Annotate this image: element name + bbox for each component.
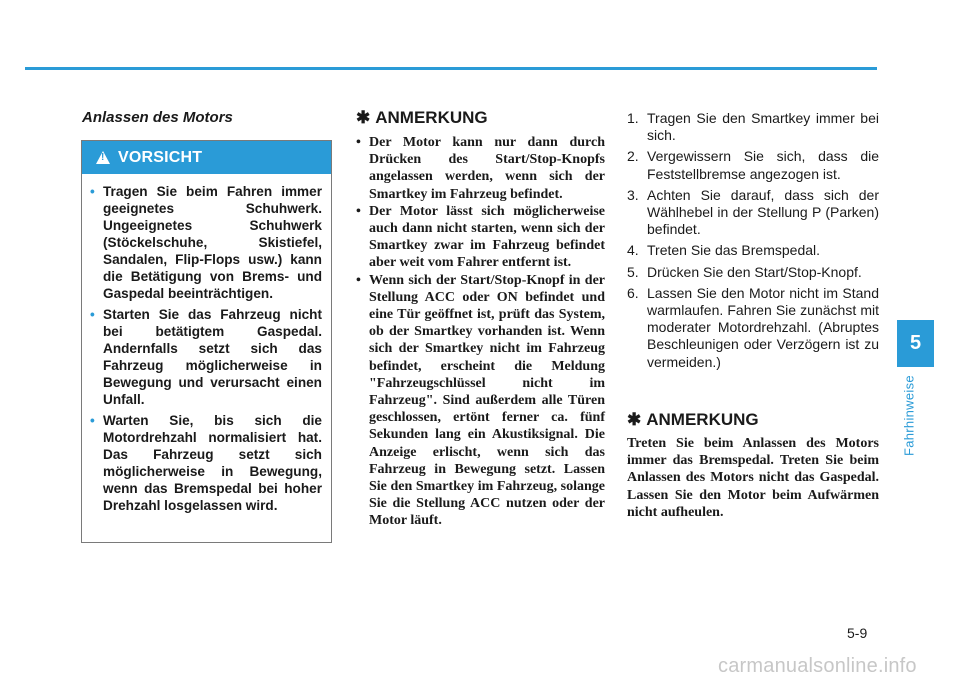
note-item: • Der Motor kann nur dann durch Drücken des Start/Stop-Knopfs angelassen werden, wenn sich der Smartkey im Fahrzeug befindet. <box>356 134 605 203</box>
step-number: 2. <box>627 148 639 165</box>
step-number: 5. <box>627 263 639 280</box>
step-number: 3. <box>627 186 639 203</box>
step-item <box>627 148 879 182</box>
page-number: 5-9 <box>847 625 868 641</box>
caution-header <box>82 141 331 174</box>
star-icon: ✱ <box>627 410 642 429</box>
top-rule <box>25 67 877 70</box>
watermark: carmanualsonline.info <box>718 655 917 677</box>
step-text: Treten Sie das Bremspedal. <box>647 242 821 259</box>
step-item <box>627 110 879 144</box>
caution-item: • Warten Sie, bis sich die Motordrehzahl normalisiert hat. Das Fahrzeug setzt sich möglicherweise in Bewegung, wenn das Bremspedal bei hoher Drehzahl losgelassen wird. <box>90 412 322 514</box>
caution-item: • Tragen Sie beim Fahren immer geeignetes Schuhwerk. Ungeeignetes Schuhwerk (Stöckelschuhe, Skistiefel, Sandalen, Flip-Flops usw.) kann die Betätigung von Brems- und Gaspedal beeinträchtigen. <box>90 183 322 302</box>
chapter-label: Fahrhinweise <box>901 375 917 457</box>
caution-title: VORSICHT <box>118 148 203 166</box>
note2-block <box>627 410 879 521</box>
step-item <box>627 264 879 281</box>
star-icon: ✱ <box>356 108 371 127</box>
step-number: 1. <box>627 110 639 126</box>
note-item: • Wenn sich der Start/Stop-Knopf in der Stellung ACC oder ON befindet und eine Tür geöffnet ist, prüft das System, ob der Smartkey vorhanden ist. Wenn sich der Smartkey nicht im Fahrzeug befindet, erscheint die Meldung "Fahrzeugschlüssel nicht im Fahrzeug". Sind außerdem alle Türen geschlossen, ertönt ferner ca. fünf Sekunden lang ein Akustiksignal. Die Anzeige erlischt, wenn sich das Fahrzeug in Bewegung setzt. Lassen Sie den Smartkey im Fahrzeug, solange Sie die Stellung ACC nutzen oder der Motor läuft. <box>356 272 605 530</box>
note2-heading <box>627 410 879 430</box>
step-item <box>627 285 879 371</box>
step-text: Drücken Sie den Start/Stop-Knopf. <box>647 263 862 280</box>
note-heading <box>356 108 605 128</box>
step-text: Achten Sie darauf, dass sich der Wählhebel in der Stellung P (Parken) befindet. <box>647 186 879 238</box>
step-text: Vergewissern Sie sich, dass die Feststellbremse angezogen ist. <box>647 148 879 182</box>
note2-title: ANMERKUNG <box>646 410 759 429</box>
warning-triangle-icon <box>96 151 110 164</box>
section-heading: Anlassen des Motors <box>82 109 233 126</box>
note-column <box>356 108 605 530</box>
steps-column <box>627 110 879 375</box>
step-text: Lassen Sie den Motor nicht im Stand warmlaufen. Fahren Sie zunächst mit moderater Motordrehzahl. (Abruptes Beschleunigen oder Verzögern ist zu vermeiden.) <box>647 284 879 370</box>
note2-text: Treten Sie beim Anlassen des Motors immer das Bremspedal. Treten Sie beim Anlassen des Motors nicht das Gaspedal. Lassen Sie den Motor beim Aufwärmen nicht aufheulen. <box>627 436 879 520</box>
note-title: ANMERKUNG <box>375 108 488 127</box>
caution-item: • Starten Sie das Fahrzeug nicht bei betätigtem Gaspedal. Andernfalls setzt sich das Fahrzeug möglicherweise in Bewegung und verursacht einen Unfall. <box>90 306 322 408</box>
chapter-tab: 5 <box>897 320 934 367</box>
step-text: Tragen Sie den Smartkey immer bei sich. <box>647 110 879 144</box>
step-item <box>627 187 879 239</box>
step-item <box>627 242 879 259</box>
note-item: • Der Motor lässt sich möglicherweise auch dann nicht starten, wenn sich der Smartkey zwar im Fahrzeug befindet aber weit vom Fahrer entfernt ist. <box>356 203 605 272</box>
caution-list <box>82 174 331 514</box>
note-list <box>356 134 605 530</box>
caution-box <box>81 140 332 543</box>
step-number: 6. <box>627 284 639 301</box>
steps-list <box>627 110 879 371</box>
step-number: 4. <box>627 242 639 259</box>
